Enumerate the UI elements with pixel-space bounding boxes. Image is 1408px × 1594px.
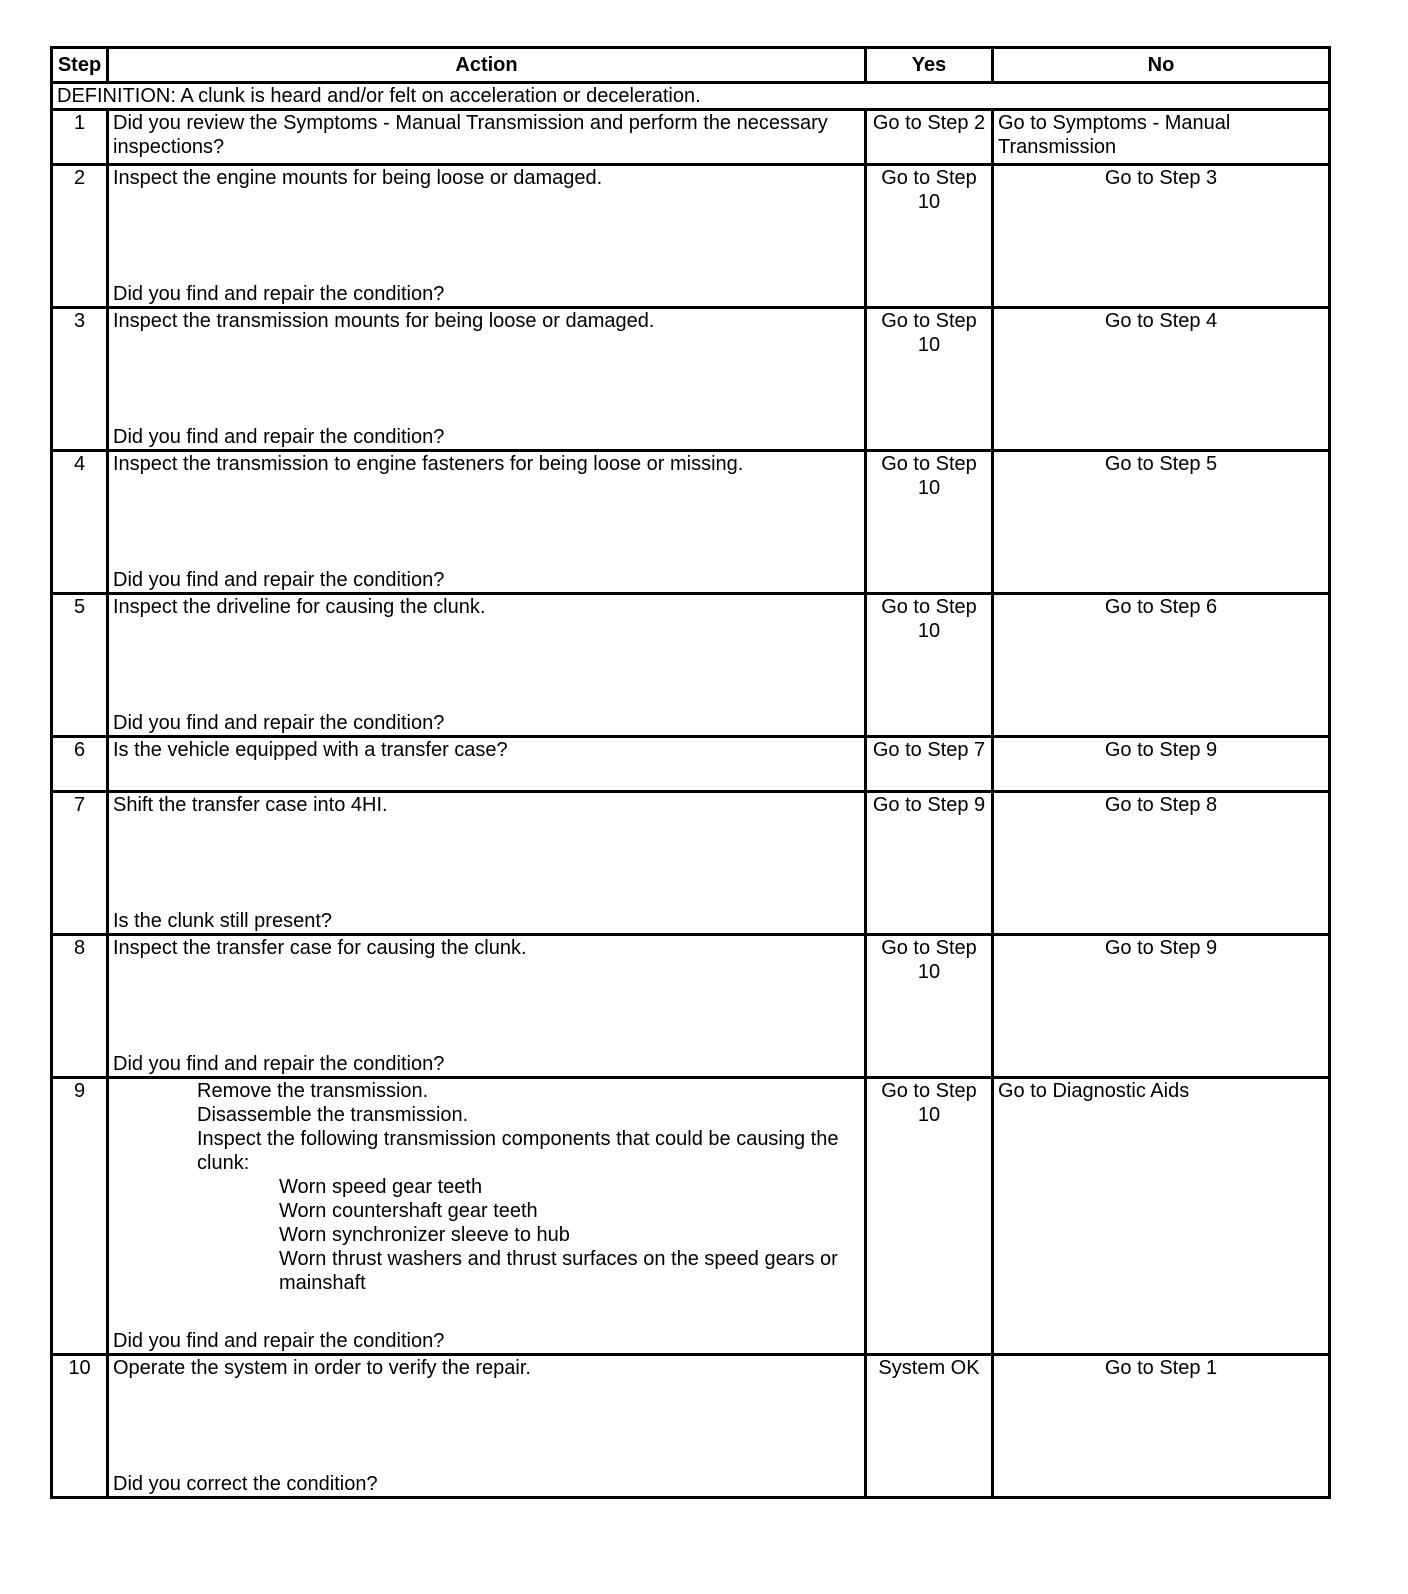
step-number: 10 — [52, 1355, 108, 1498]
table-row — [52, 1355, 1330, 1498]
no-cell: Go to Step 3 — [993, 165, 1330, 308]
action-cell — [108, 110, 866, 165]
procedure-item: Inspect the following transmission components that could be causing the clunk: — [197, 1128, 839, 1174]
no-cell: Go to Diagnostic Aids — [993, 1078, 1330, 1355]
definition-row — [52, 83, 1330, 110]
step-number: 7 — [52, 792, 108, 935]
yes-cell: Go to Step 10 — [866, 165, 993, 308]
action-cell — [108, 1078, 866, 1355]
action-instruction: Inspect the transfer case for causing the clunk. — [113, 937, 527, 959]
no-cell: Go to Step 9 — [993, 935, 1330, 1078]
yes-cell: Go to Step 10 — [866, 594, 993, 737]
header-no: No — [993, 48, 1330, 83]
yes-cell: Go to Step 10 — [866, 451, 993, 594]
yes-cell: Go to Step 2 — [866, 110, 993, 165]
action-text: Did you review the Symptoms - Manual Transmission and perform the necessary inspections? — [113, 112, 828, 158]
action-question: Did you correct the condition? — [113, 1473, 378, 1495]
no-cell: Go to Step 6 — [993, 594, 1330, 737]
action-cell — [108, 737, 866, 792]
action-question: Is the clunk still present? — [113, 910, 332, 932]
action-question: Is the vehicle equipped with a transfer case? — [113, 739, 508, 761]
action-question: Did you find and repair the condition? — [113, 426, 445, 448]
yes-cell: Go to Step 10 — [866, 308, 993, 451]
definition-text: DEFINITION: A clunk is heard and/or felt on acceleration or deceleration. — [52, 83, 1330, 110]
header-row — [52, 48, 1330, 83]
diagnostic-table — [50, 46, 1331, 1499]
component-item: Worn countershaft gear teeth — [279, 1200, 538, 1222]
action-instruction: Inspect the transmission mounts for being loose or damaged. — [113, 310, 655, 332]
step-number: 8 — [52, 935, 108, 1078]
procedure-item: Remove the transmission. — [197, 1080, 429, 1102]
action-question: Did you find and repair the condition? — [113, 712, 445, 734]
table-row — [52, 110, 1330, 165]
yes-cell: Go to Step 10 — [866, 1078, 993, 1355]
no-cell: Go to Step 8 — [993, 792, 1330, 935]
action-question: Did you find and repair the condition? — [113, 569, 445, 591]
action-instruction: Inspect the engine mounts for being loose or damaged. — [113, 167, 603, 189]
action-cell — [108, 792, 866, 935]
action-cell — [108, 1355, 866, 1498]
action-instruction: Operate the system in order to verify the repair. — [113, 1357, 531, 1379]
component-item: Worn synchronizer sleeve to hub — [279, 1224, 570, 1246]
step-number: 3 — [52, 308, 108, 451]
action-question: Did you find and repair the condition? — [113, 1053, 445, 1075]
action-instruction: Inspect the driveline for causing the clunk. — [113, 596, 486, 618]
step-number: 9 — [52, 1078, 108, 1355]
action-cell — [108, 308, 866, 451]
header-step: Step — [52, 48, 108, 83]
yes-cell: System OK — [866, 1355, 993, 1498]
table-row — [52, 594, 1330, 737]
table-row — [52, 737, 1330, 792]
no-cell: Go to Step 1 — [993, 1355, 1330, 1498]
action-question: Did you find and repair the condition? — [113, 1330, 445, 1352]
action-instruction: Shift the transfer case into 4HI. — [113, 794, 388, 816]
table-row — [52, 1078, 1330, 1355]
action-cell — [108, 165, 866, 308]
action-procedure — [113, 1079, 860, 1295]
step-number: 2 — [52, 165, 108, 308]
table-row — [52, 792, 1330, 935]
action-instruction: Inspect the transmission to engine fasteners for being loose or missing. — [113, 453, 744, 475]
action-cell — [108, 594, 866, 737]
table-row — [52, 165, 1330, 308]
yes-cell: Go to Step 9 — [866, 792, 993, 935]
component-item: Worn thrust washers and thrust surfaces on the speed gears or mainshaft — [279, 1248, 838, 1294]
procedure-item: Disassemble the transmission. — [197, 1104, 469, 1126]
no-cell: Go to Step 5 — [993, 451, 1330, 594]
table-row — [52, 451, 1330, 594]
action-question: Did you find and repair the condition? — [113, 283, 445, 305]
table-row — [52, 935, 1330, 1078]
action-cell — [108, 935, 866, 1078]
no-cell: Go to Step 9 — [993, 737, 1330, 792]
step-number: 6 — [52, 737, 108, 792]
component-item: Worn speed gear teeth — [279, 1176, 483, 1198]
header-yes: Yes — [866, 48, 993, 83]
yes-cell: Go to Step 10 — [866, 935, 993, 1078]
step-number: 4 — [52, 451, 108, 594]
no-cell: Go to Step 4 — [993, 308, 1330, 451]
step-number: 5 — [52, 594, 108, 737]
table-row — [52, 308, 1330, 451]
step-number: 1 — [52, 110, 108, 165]
header-action: Action — [108, 48, 866, 83]
no-cell: Go to Symptoms - Manual Transmission — [993, 110, 1330, 165]
action-cell — [108, 451, 866, 594]
yes-cell: Go to Step 7 — [866, 737, 993, 792]
